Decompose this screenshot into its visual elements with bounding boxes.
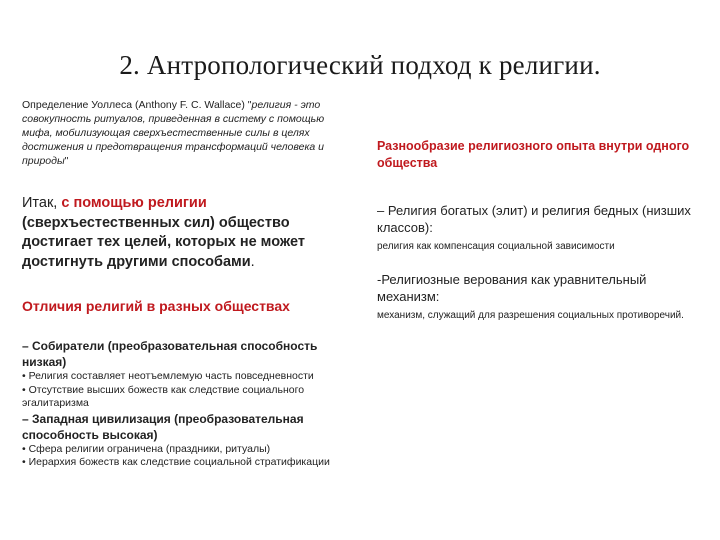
definition-quote: религия - это совокупность ритуалов, приведенная в систему с помощью мифа, мобилизующая сверхъестественные силы в целях достижения и предотвращения трансформаций человека и природы: [22, 99, 325, 167]
group-title: Собиратели (преобразовательная способность низкая): [22, 339, 318, 369]
left-column: [22, 98, 352, 470]
group-title: Западная цивилизация (преобразовательная способность высокая): [22, 411, 304, 442]
rich-poor-religion: – Религия богатых (элит) и религия бедных (низших классов):: [377, 203, 691, 235]
thus-highlight: с помощью религии: [61, 195, 207, 211]
definition-end: ": [64, 155, 69, 167]
bullet-item: • Отсутствие высших божеств как следствие социального эгалитаризма: [22, 383, 305, 409]
equalizing-mechanism: -Религиозные верования как уравнительный механизм:: [377, 272, 647, 304]
group-dash: –: [22, 339, 33, 353]
diversity-title: Разнообразие религиозного опыта внутри одного общества: [377, 139, 690, 170]
thus-statement: [22, 194, 352, 272]
slide-title: 2. Антропологический подход к религии.: [119, 50, 601, 80]
right-column: [377, 138, 697, 322]
group-head-western: [22, 411, 352, 443]
compensation-note: религия как компенсация социальной зависимости: [377, 241, 615, 252]
thus-rest: (сверхъестественных сил) общество достигает тех целей, которых не может достигнуть другими способами: [22, 214, 305, 270]
wallace-definition: [22, 98, 352, 168]
definition-intro: Определение Уоллеса (Anthony F. C. Wallace) ": [22, 99, 252, 111]
differences-title: Отличия религий в разных обществах: [22, 298, 290, 314]
bullet-item: • Сфера религии ограничена (праздники, ритуалы): [22, 442, 271, 455]
group-head-gatherers: [22, 338, 352, 370]
thus-prefix: Итак,: [22, 195, 62, 211]
bullet-item: • Иерархия божеств как следствие социальной стратификации: [22, 456, 330, 468]
mechanism-note: механизм, служащий для разрешения социальных противоречий.: [377, 310, 684, 321]
group-dash: –: [22, 411, 33, 426]
bullet-item: • Религия составляет неотъемлемую часть повседневности: [22, 370, 314, 382]
thus-end: .: [250, 253, 255, 270]
